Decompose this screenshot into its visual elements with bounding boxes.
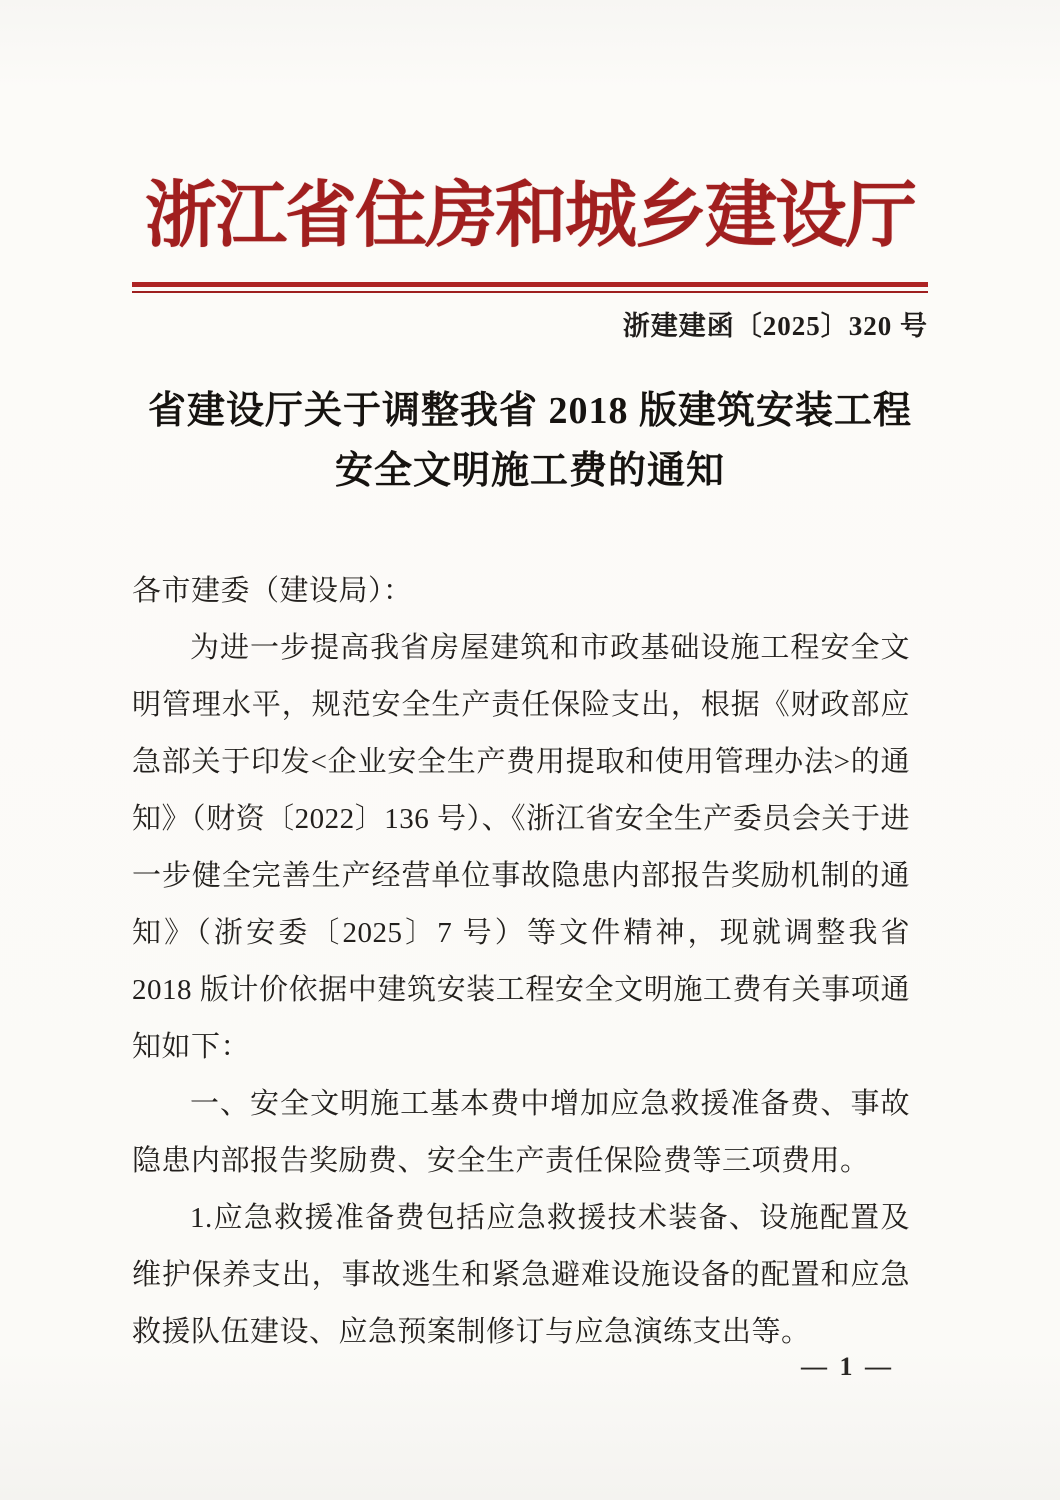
rule-thick-line — [132, 282, 928, 287]
salutation: 各市建委（建设局）： — [132, 575, 413, 607]
page-number: — 1 — — [801, 1352, 894, 1381]
paragraph-item-one: 一、安全文明施工基本费中增加应急救援准备费、事故隐患内部报告奖励费、安全生产责任保险费等三项费用。 — [132, 1088, 910, 1177]
document-title-line-1: 省建设厅关于调整我省 2018 版建筑安装工程 — [147, 390, 912, 432]
document-content — [132, 0, 928, 1361]
paragraph-basis: 为进一步提高我省房屋建筑和市政基础设施工程安全文明管理水平，规范安全生产责任保险支出，根据《财政部应急部关于印发<企业安全生产费用提取和使用管理办法>的通知》（财资〔2022〕136 号）、《浙江省安全生产委员会关于进一步健全完善生产经营单位事故隐患内部报告奖励机制的通知》（浙安委〔2025〕7 号）等文件精神，现就调整我省 2018 版计价依据中建筑安装工程安全文明施工费有关事项通知如下： — [132, 632, 910, 1063]
document-title — [132, 381, 928, 501]
paragraph-item-one-sub-one: 1.应急救援准备费包括应急救援技术装备、设施配置及维护保养支出，事故逃生和紧急避难设施设备的配置和应急救援队伍建设、应急预案制修订与应急演练支出等。 — [132, 1202, 910, 1348]
document-body — [132, 563, 910, 1361]
letterhead-org-name: 浙江省住房和城乡建设厅 — [144, 176, 915, 256]
document-title-line-2: 安全文明施工费的通知 — [334, 450, 725, 492]
rule-thin-line — [132, 291, 928, 293]
document-reference-number: 浙建建函〔2025〕320 号 — [622, 311, 928, 341]
letterhead-double-rule — [132, 282, 928, 293]
